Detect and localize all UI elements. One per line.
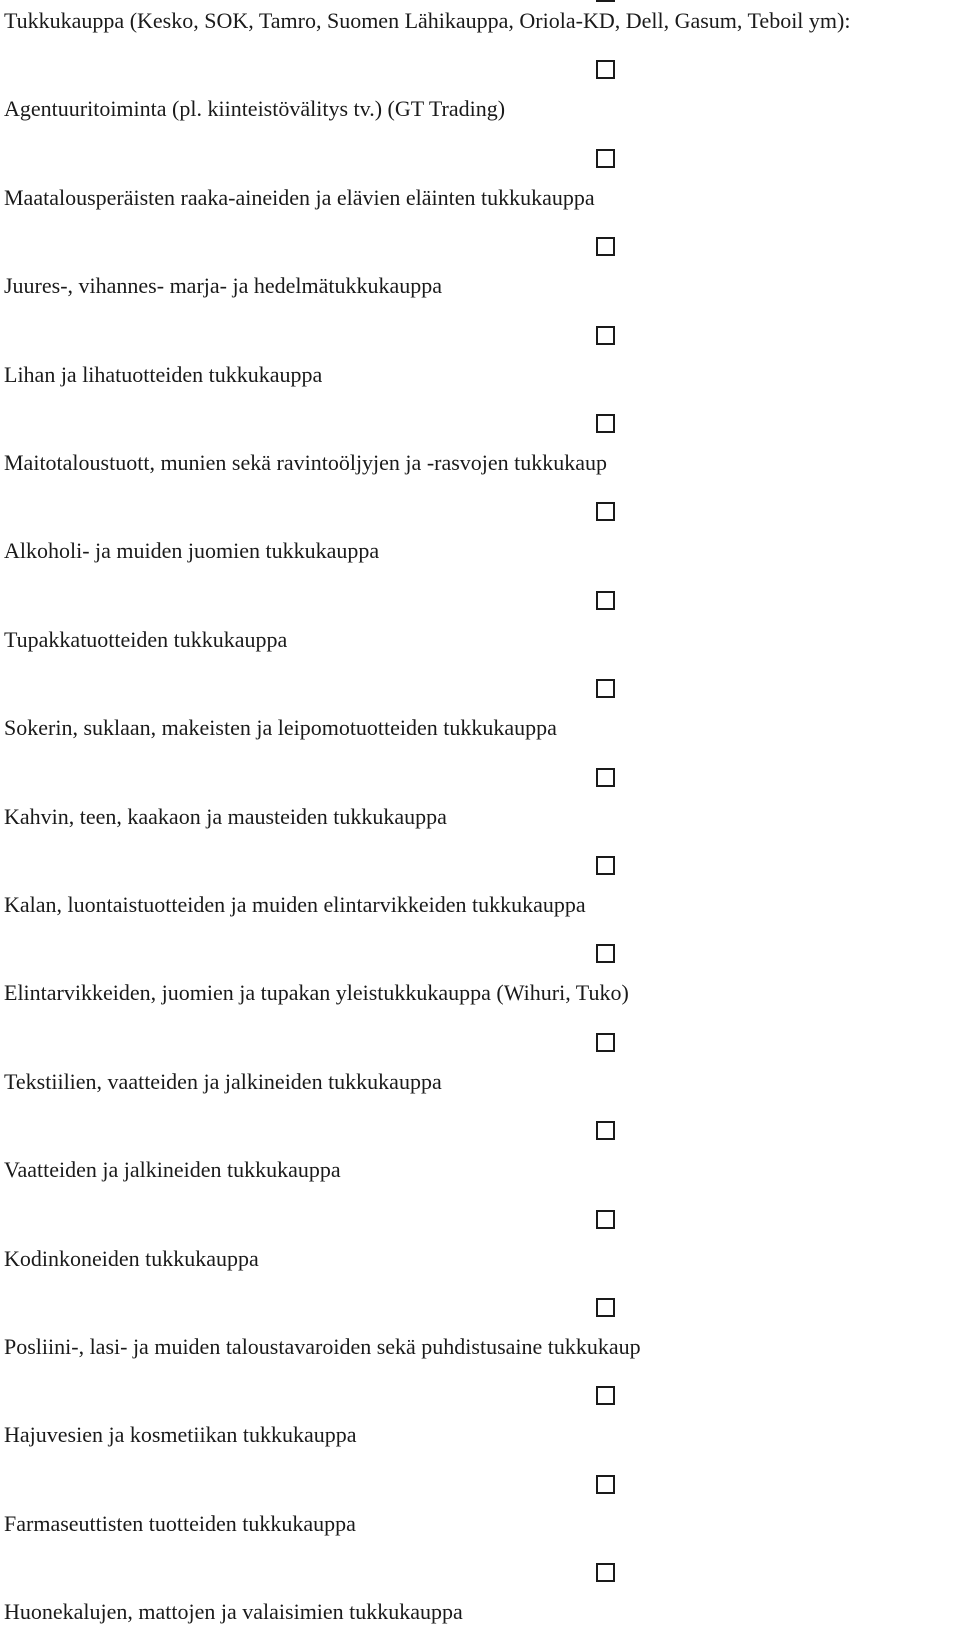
- item-label: Farmaseuttisten tuotteiden tukkukauppa: [4, 1510, 356, 1536]
- item-label: Tekstiilien, vaatteiden ja jalkineiden tukkukauppa: [4, 1068, 442, 1094]
- item-label: Tupakkatuotteiden tukkukauppa: [4, 626, 288, 652]
- checkbox-edge-mark: [596, 0, 615, 2]
- item-checkbox[interactable]: [596, 679, 615, 698]
- item-label: Maitotaloustuott, munien sekä ravintoöljyjen ja -rasvojen tukkukaup: [4, 450, 608, 475]
- item-checkbox[interactable]: [596, 1033, 615, 1052]
- item-checkbox[interactable]: [596, 1475, 615, 1494]
- item-label: Maatalousperäisten raaka-aineiden ja elävien eläinten tukkukauppa: [4, 184, 595, 210]
- item-label: Lihan ja lihatuotteiden tukkukauppa: [4, 361, 323, 387]
- item-label: Kalan, luontaistuotteiden ja muiden elintarvikkeiden tukkukauppa: [4, 892, 586, 917]
- item-checkbox[interactable]: [596, 856, 615, 875]
- item-checkbox[interactable]: [596, 149, 615, 168]
- item-checkbox[interactable]: [596, 414, 615, 433]
- item-label: Hajuvesien ja kosmetiikan tukkukauppa: [4, 1422, 357, 1448]
- item-label: Vaatteiden ja jalkineiden tukkukauppa: [4, 1157, 341, 1183]
- item-label: Tukkukauppa (Kesko, SOK, Tamro, Suomen Lähikauppa, Oriola-KD, Dell, Gasum, Teboil ym):: [4, 8, 851, 33]
- item-label: Huonekalujen, mattojen ja valaisimien tukkukauppa: [4, 1599, 463, 1625]
- item-checkbox[interactable]: [596, 1210, 615, 1229]
- item-label: Alkoholi- ja muiden juomien tukkukauppa: [4, 538, 380, 564]
- item-label: Kodinkoneiden tukkukauppa: [4, 1245, 259, 1271]
- item-checkbox[interactable]: [596, 944, 615, 963]
- item-label: Sokerin, suklaan, makeisten ja leipomotuotteiden tukkukauppa: [4, 715, 557, 741]
- item-label: Agentuuritoiminta (pl. kiinteistövälitys tv.) (GT Trading): [4, 96, 506, 122]
- item-checkbox[interactable]: [596, 326, 615, 345]
- item-checkbox[interactable]: [596, 591, 615, 610]
- item-checkbox[interactable]: [596, 768, 615, 787]
- item-checkbox[interactable]: [596, 502, 615, 521]
- item-checkbox[interactable]: [596, 1298, 615, 1317]
- item-checkbox[interactable]: [596, 1121, 615, 1140]
- item-checkbox[interactable]: [596, 237, 615, 256]
- item-checkbox[interactable]: [596, 1386, 615, 1405]
- item-checkbox[interactable]: [596, 60, 615, 79]
- item-label: Elintarvikkeiden, juomien ja tupakan yleistukkukauppa (Wihuri, Tuko): [4, 980, 629, 1006]
- item-label: Posliini-, lasi- ja muiden taloustavaroiden sekä puhdistusaine tukkukaup: [4, 1334, 641, 1359]
- item-label: Juures-, vihannes- marja- ja hedelmätukkukauppa: [4, 273, 443, 299]
- item-label: Kahvin, teen, kaakaon ja mausteiden tukkukauppa: [4, 803, 447, 829]
- item-checkbox[interactable]: [596, 1563, 615, 1582]
